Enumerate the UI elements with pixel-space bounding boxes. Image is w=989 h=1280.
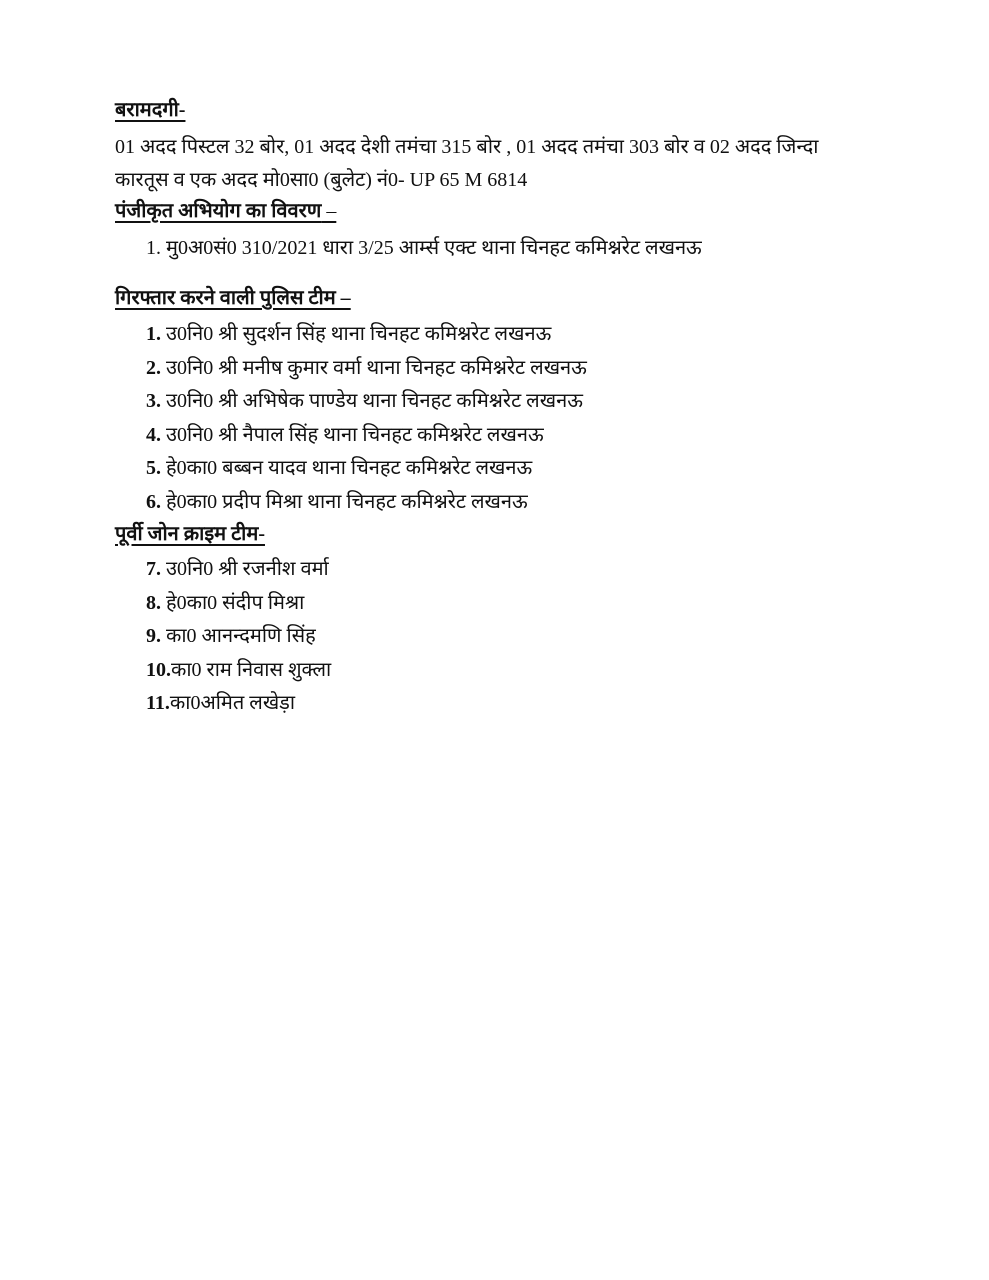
team-member-number: 1. (146, 323, 161, 345)
crime-team-member-number: 7. (146, 558, 161, 580)
crime-team-member-item (146, 623, 316, 649)
recovery-line-2: कारतूस व एक अदद मो0सा0 (बुलेट) नं0- UP 65 M 6814 (115, 169, 528, 191)
team-member-item (146, 388, 583, 414)
team-member-text: उ0नि0 श्री सुदर्शन सिंह थाना चिनहट कमिश्नरेट लखनऊ (166, 323, 552, 345)
case-list-item (146, 235, 702, 261)
team-member-item (146, 455, 532, 481)
recovery-heading: बरामदगी- (115, 99, 186, 121)
team-member-text: उ0नि0 श्री मनीष कुमार वर्मा थाना चिनहट कमिश्नरेट लखनऊ (166, 357, 587, 379)
crime-team-member-number: 8. (146, 592, 161, 614)
case-details-heading-dash: – (321, 200, 337, 222)
case-item-number: 1. (146, 237, 161, 259)
crime-team-member-number: 11. (146, 692, 170, 714)
crime-team-member-item (146, 690, 295, 716)
case-details-heading-text: पंजीकृत अभियोग का विवरण (115, 200, 322, 222)
crime-team-member-number: 9. (146, 625, 161, 647)
crime-team-member-text: उ0नि0 श्री रजनीश वर्मा (166, 558, 329, 580)
team-member-item (146, 422, 544, 448)
team-member-text: उ0नि0 श्री अभिषेक पाण्डेय थाना चिनहट कमिश्नरेट लखनऊ (166, 390, 583, 412)
team-member-number: 3. (146, 390, 161, 412)
team-member-number: 2. (146, 357, 161, 379)
recovery-line-1: 01 अदद पिस्टल 32 बोर, 01 अदद देशी तमंचा 315 बोर , 01 अदद तमंचा 303 बोर व 02 अदद जिन्दा (115, 136, 819, 158)
crime-team-heading: पूर्वी जोन क्राइम टीम- (115, 523, 265, 545)
crime-team-member-item (146, 590, 304, 616)
team-member-text: हे0का0 प्रदीप मिश्रा थाना चिनहट कमिश्नरेट लखनऊ (166, 491, 528, 513)
crime-team-member-item (146, 657, 331, 683)
team-member-text: उ0नि0 श्री नैपाल सिंह थाना चिनहट कमिश्नरेट लखनऊ (166, 424, 544, 446)
team-member-text: हे0का0 बब्बन यादव थाना चिनहट कमिश्नरेट लखनऊ (166, 457, 533, 479)
case-details-heading (115, 199, 336, 223)
crime-team-member-item (146, 556, 329, 582)
arresting-team-heading: गिरफ्तार करने वाली पुलिस टीम – (115, 287, 351, 309)
team-member-number: 4. (146, 424, 161, 446)
case-item-text: मु0अ0सं0 310/2021 धारा 3/25 आर्म्स एक्ट थाना चिनहट कमिश्नरेट लखनऊ (166, 237, 702, 259)
crime-team-member-text: हे0का0 संदीप मिश्रा (166, 592, 305, 614)
crime-team-member-text: का0 राम निवास शुक्ला (171, 659, 332, 681)
team-member-number: 5. (146, 457, 161, 479)
crime-team-member-text: का0 आनन्दमणि सिंह (166, 625, 316, 647)
crime-team-member-number: 10. (146, 659, 171, 681)
team-member-item (146, 489, 528, 515)
team-member-number: 6. (146, 491, 161, 513)
team-member-item (146, 321, 551, 347)
crime-team-member-text: का0अमित लखेड़ा (169, 692, 296, 714)
team-member-item (146, 355, 587, 381)
